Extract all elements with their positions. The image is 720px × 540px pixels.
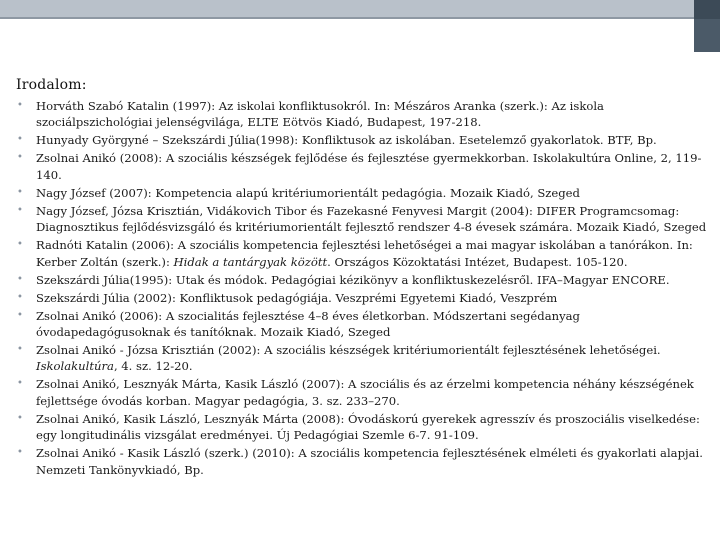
reference-text-part: Radnóti Katalin (2006): A szociális kompetencia fejlesztési lehetőségei a mai magyar iskolában a tanórákon. In: Kerber Zoltán (szerk.):	[36, 238, 693, 269]
reference-text: Nagy József, Józsa Krisztián, Vidákovich Tibor és Fazekasné Fenyvesi Margit (2004): DIFER Programcsomag: Diagnosztikus fejlődésvizsgáló és kritériumorientált fejlesztő rendszer 4-8 évesek számára. Mozaik Kiadó, Szeged	[36, 203, 707, 235]
list-item	[16, 308, 712, 341]
reference-text: Szekszárdi Júlia (2002): Konfliktusok pedagógiája. Veszprémi Egyetemi Kiadó, Veszprém	[36, 290, 558, 305]
list-item	[16, 98, 712, 131]
slide-header-bar	[0, 0, 720, 52]
bullet-icon: •	[17, 344, 23, 356]
bullet-icon: •	[17, 152, 23, 164]
reference-text-part: . Országos Közoktatási Intézet, Budapest. 105-120.	[327, 254, 628, 269]
reference-list	[16, 98, 712, 480]
reference-text: Zsolnai Anikó, Lesznyák Márta, Kasik László (2007): A szociális és az érzelmi kompetencia néhány készségének fejlettsége óvodás korban. Magyar pedagógia, 3. sz. 233–270.	[36, 377, 694, 408]
reference-text: Zsolnai Anikó (2008): A szociális készségek fejlődése és fejlesztése gyermekkorban. Iskolakultúra Online, 2, 119-140.	[36, 151, 702, 182]
list-item	[16, 272, 712, 288]
list-item	[16, 237, 712, 270]
list-item	[16, 445, 712, 478]
bullet-icon: •	[17, 204, 23, 216]
bullet-icon: •	[17, 273, 23, 285]
list-item	[16, 342, 712, 375]
bullet-icon: •	[17, 134, 23, 146]
reference-text-part: Zsolnai Anikó - Józsa Krisztián (2002): A szociális készségek kritériumorientált fejlesztésének lehetőségei.	[36, 343, 661, 358]
list-item	[16, 290, 712, 306]
list-item	[16, 132, 712, 148]
reference-text: Zsolnai Anikó, Kasik László, Lesznyák Márta (2008): Óvodáskorú gyerekek agresszív és proszociális viselkedése: egy longitudinális vizsgálat eredményei. Új Pedagógiai Szemle 6-7. 91-109.	[36, 411, 700, 443]
list-item	[16, 203, 712, 236]
reference-italic-title: Iskolakultúra	[36, 359, 114, 374]
reference-italic-title: Hidak a tantárgyak között	[173, 254, 328, 269]
bullet-icon: •	[17, 291, 23, 303]
bullet-icon: •	[17, 412, 23, 424]
bullet-icon: •	[17, 100, 23, 111]
bullet-icon: •	[17, 186, 23, 198]
header-corner-block-top	[694, 0, 720, 19]
reference-text: Horváth Szabó Katalin (1997): Az iskolai konfliktusokról. In: Mészáros Aranka (szerk.): Az iskola szociálpszichológiai jelenségvilága, ELTE Eötvös Kiadó, Budapest, 197-218.	[36, 99, 604, 130]
list-item	[16, 376, 712, 409]
list-item	[16, 185, 712, 201]
header-strip-line	[0, 17, 694, 19]
bullet-icon: •	[17, 309, 23, 321]
reference-text: Szekszárdi Júlia(1995): Utak és módok. Pedagógiai kézikönyv a konfliktuskezelésről. IFA–Magyar ENCORE.	[36, 272, 670, 287]
bullet-icon: •	[17, 239, 23, 251]
reference-text: Zsolnai Anikó - Kasik László (szerk.) (2010): A szociális kompetencia fejlesztésének elméleti és gyakorlati alapjai. Nemzeti Tankönyvkiadó, Bp.	[36, 446, 703, 477]
reference-text: Nagy József (2007): Kompetencia alapú kritériumorientált pedagógia. Mozaik Kiadó, Szeged	[36, 185, 580, 200]
list-item	[16, 411, 712, 444]
header-strip-light	[0, 0, 694, 18]
list-item	[16, 150, 712, 183]
reference-text: Zsolnai Anikó (2006): A szocialitás fejlesztése 4–8 éves életkorban. Módszertani segédanyag óvodapedagógusoknak és tanítóknak. Mozaik Kiadó, Szeged	[36, 308, 580, 340]
reference-text-part: , 4. sz. 12-20.	[113, 359, 193, 374]
reference-text: Hunyady Györgyné – Szekszárdi Júlia(1998): Konfliktusok az iskolában. Esetelemző gyakorlatok. BTF, Bp.	[36, 133, 657, 148]
bullet-icon: •	[17, 378, 23, 390]
bullet-icon: •	[17, 447, 23, 459]
page-title: Irodalom:	[16, 77, 87, 93]
